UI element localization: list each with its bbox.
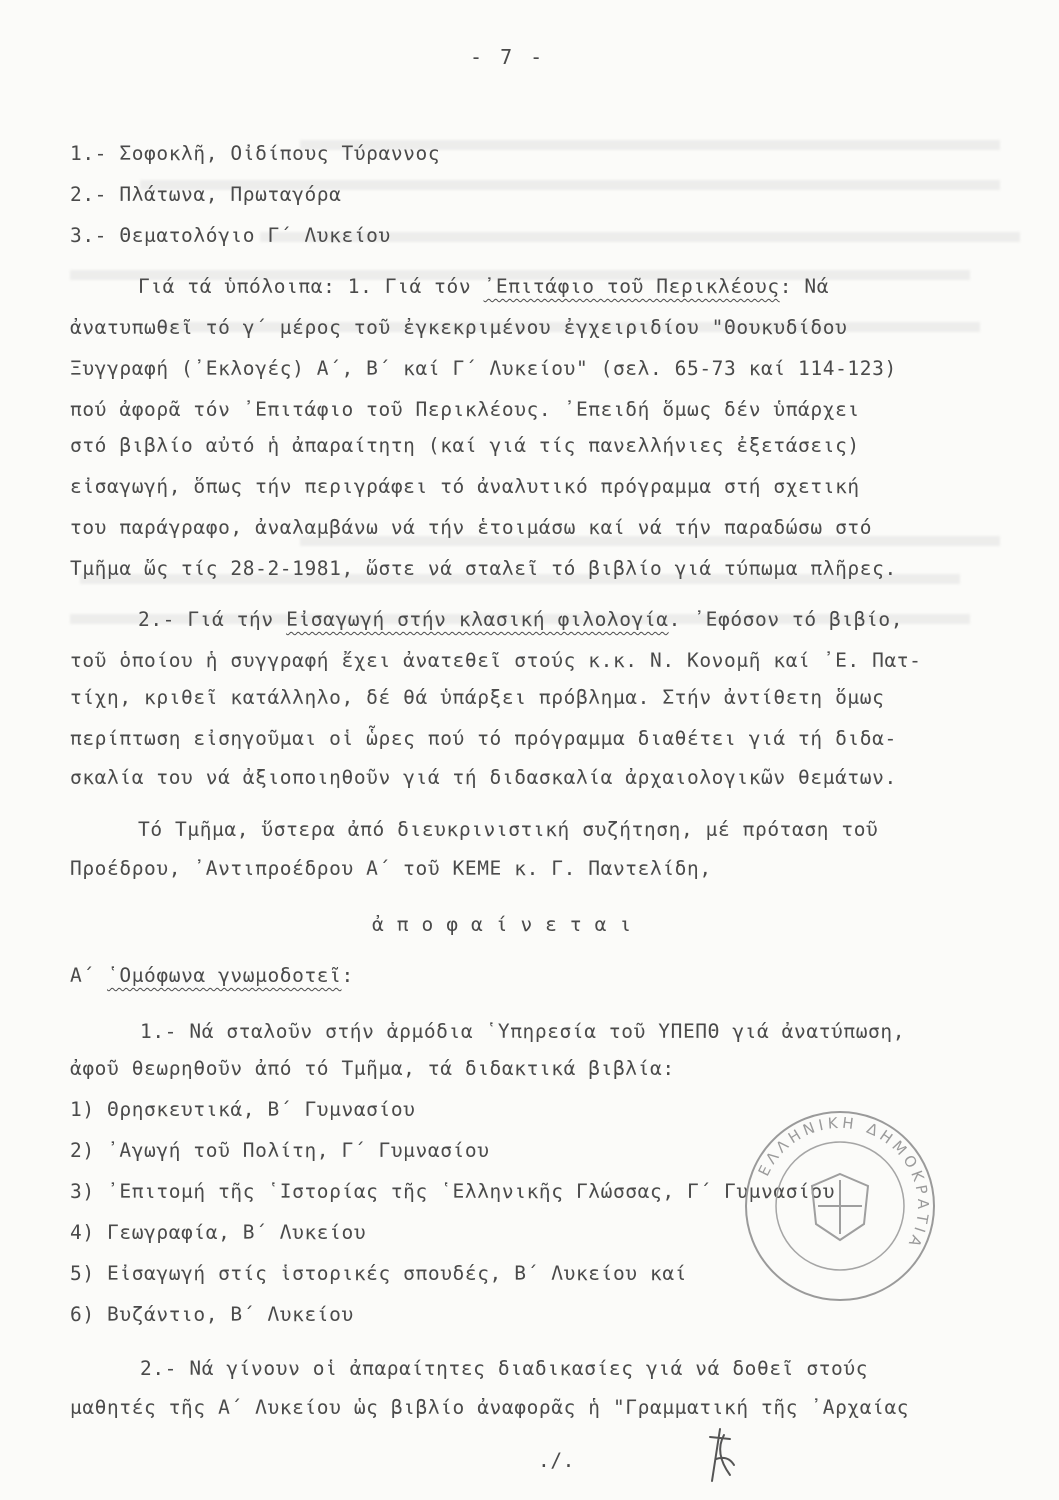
paragraph-line: περίπτωση εἰσηγοῦμαι οἱ ὧρες πού τό πρόγραμμα διαθέτει γιά τή διδα-	[70, 727, 897, 750]
textbook-item: 5) Εἰσαγωγή στίς ἱστορικές σπουδές, Β΄ Λυκείου καί	[70, 1262, 687, 1285]
paragraph-line: σκαλία του νά ἀξιοποιηθοῦν γιά τή διδασκαλία ἀρχαιολογικῶν θεμάτων.	[70, 766, 897, 789]
epitafios-title: ᾽Επιτάφιο τοῦ Περικλέους	[483, 275, 780, 298]
paragraph-line: πού ἀφορᾶ τόν ᾽Επιτάφιο τοῦ Περικλέους. ᾽Επειδή ὅμως δέν ὑπάρχει	[70, 398, 860, 421]
paragraph-line: του παράγραφο, ἀναλαμβάνω νά τήν ἑτοιμάσω καί νά τήν παραδώσω στό	[70, 516, 873, 539]
paragraph-line: ἀφοῦ θεωρηθοῦν ἀπό τό Τμῆμα, τά διδακτικά βιβλία:	[70, 1057, 675, 1080]
paragraph-line: τοῦ ὁποίου ἡ συγγραφή ἔχει ἀνατεθεῖ στούς κ.κ. Ν. Κονομῆ καί ᾽Ε. Πατ-	[70, 649, 922, 672]
paragraph-line: Ξυγγραφή (᾽Εκλογές) Α΄, Β΄ καί Γ΄ Λυκείου" (σελ. 65-73 καί 114-123)	[70, 357, 897, 380]
paragraph-line: μαθητές τῆς Α΄ Λυκείου ὡς βιβλίο ἀναφορᾶς ἡ "Γραμματική τῆς ᾽Αρχαίας	[70, 1396, 910, 1419]
epitafios-lead: Γιά τά ὑπόλοιπα: 1. Γιά τόν	[138, 275, 484, 298]
epitafios-heading-line	[138, 275, 829, 299]
paragraph-line: εἰσαγωγή, ὅπως τήν περιγράφει τό ἀναλυτικό πρόγραμμα στή σχετική	[70, 475, 860, 498]
eisagogi-title: Εἰσαγωγή στήν κλασική φιλολογία	[286, 608, 669, 631]
decision-word: ἀποφαίνεται	[372, 913, 645, 936]
eisagogi-heading-line	[138, 608, 903, 632]
paragraph-line: ἀνατυπωθεῖ τό γ΄ μέρος τοῦ ἐγκεκριμένου ἐγχειριδίου "Θουκυδίδου	[70, 316, 848, 339]
paragraph-line: Τμῆμα ὥς τίς 28-2-1981, ὥστε νά σταλεῖ τό βιβλίο γιά τύπωμα πλῆρες.	[70, 557, 897, 580]
official-stamp	[740, 1106, 940, 1306]
textbook-item: 3) ᾽Επιτομή τῆς ῾Ιστορίας τῆς ῾Ελληνικῆς Γλώσσας, Γ΄ Γυμνασίου	[70, 1180, 836, 1203]
textbook-item: 1) Θρησκευτικά, Β΄ Γυμνασίου	[70, 1098, 416, 1121]
textbook-item: 4) Γεωγραφία, Β΄ Λυκείου	[70, 1221, 367, 1244]
paragraph-line: τίχη, κριθεῖ κατάλληλο, δέ θά ὑπάρξει πρόβλημα. Στήν ἀντίθετη ὅμως	[70, 686, 885, 709]
paragraph-line: 2.- Νά γίνουν οἱ ἀπαραίτητες διαδικασίες γιά νά δοθεῖ στούς	[140, 1357, 869, 1380]
section-a-heading	[70, 964, 354, 988]
textbook-item: 6) Βυζάντιο, Β΄ Λυκείου	[70, 1303, 354, 1326]
handwritten-signature	[690, 1425, 750, 1485]
svg-text:ΕΛΛΗΝΙΚΗ ΔΗΜΟΚΡΑΤΙΑ: ΕΛΛΗΝΙΚΗ ΔΗΜΟΚΡΑΤΙΑ	[754, 1113, 933, 1254]
eisagogi-after: . ᾽Εφόσον τό βιβίο,	[668, 608, 904, 631]
paragraph-line: 1.- Νά σταλοῦν στήν ἁρμόδια ῾Υπηρεσία τοῦ ΥΠΕΠΘ γιά ἀνατύπωση,	[140, 1020, 906, 1043]
book-item: 1.- Σοφοκλῆ, Οἰδίπους Τύραννος	[70, 142, 441, 165]
paragraph-line: Προέδρου, ᾽Αντιπροέδρου Α΄ τοῦ ΚΕΜΕ κ. Γ. Παντελίδη,	[70, 857, 712, 880]
book-item: 3.- Θεματολόγιο Γ΄ Λυκείου	[70, 224, 391, 247]
textbook-item: 2) ᾽Αγωγή τοῦ Πολίτη, Γ΄ Γυμνασίου	[70, 1139, 490, 1162]
book-item: 2.- Πλάτωνα, Πρωταγόρα	[70, 183, 342, 206]
section-a-title: ῾Ομόφωνα γνωμοδοτεῖ	[107, 964, 342, 987]
section-a-prefix: Α΄	[70, 964, 108, 987]
eisagogi-lead: 2.- Γιά τήν	[138, 608, 287, 631]
paragraph-line: στό βιβλίο αὐτό ἡ ἀπαραίτητη (καί γιά τίς πανελλήνιες ἐξετάσεις)	[70, 434, 860, 457]
epitafios-after: : Νά	[779, 275, 830, 298]
continuation-mark: ./.	[538, 1449, 576, 1472]
section-a-after: :	[341, 964, 354, 987]
page-number: - 7 -	[470, 45, 546, 69]
paragraph-line: Τό Τμῆμα, ὕστερα ἀπό διευκρινιστική συζήτηση, μέ πρόταση τοῦ	[138, 818, 879, 841]
